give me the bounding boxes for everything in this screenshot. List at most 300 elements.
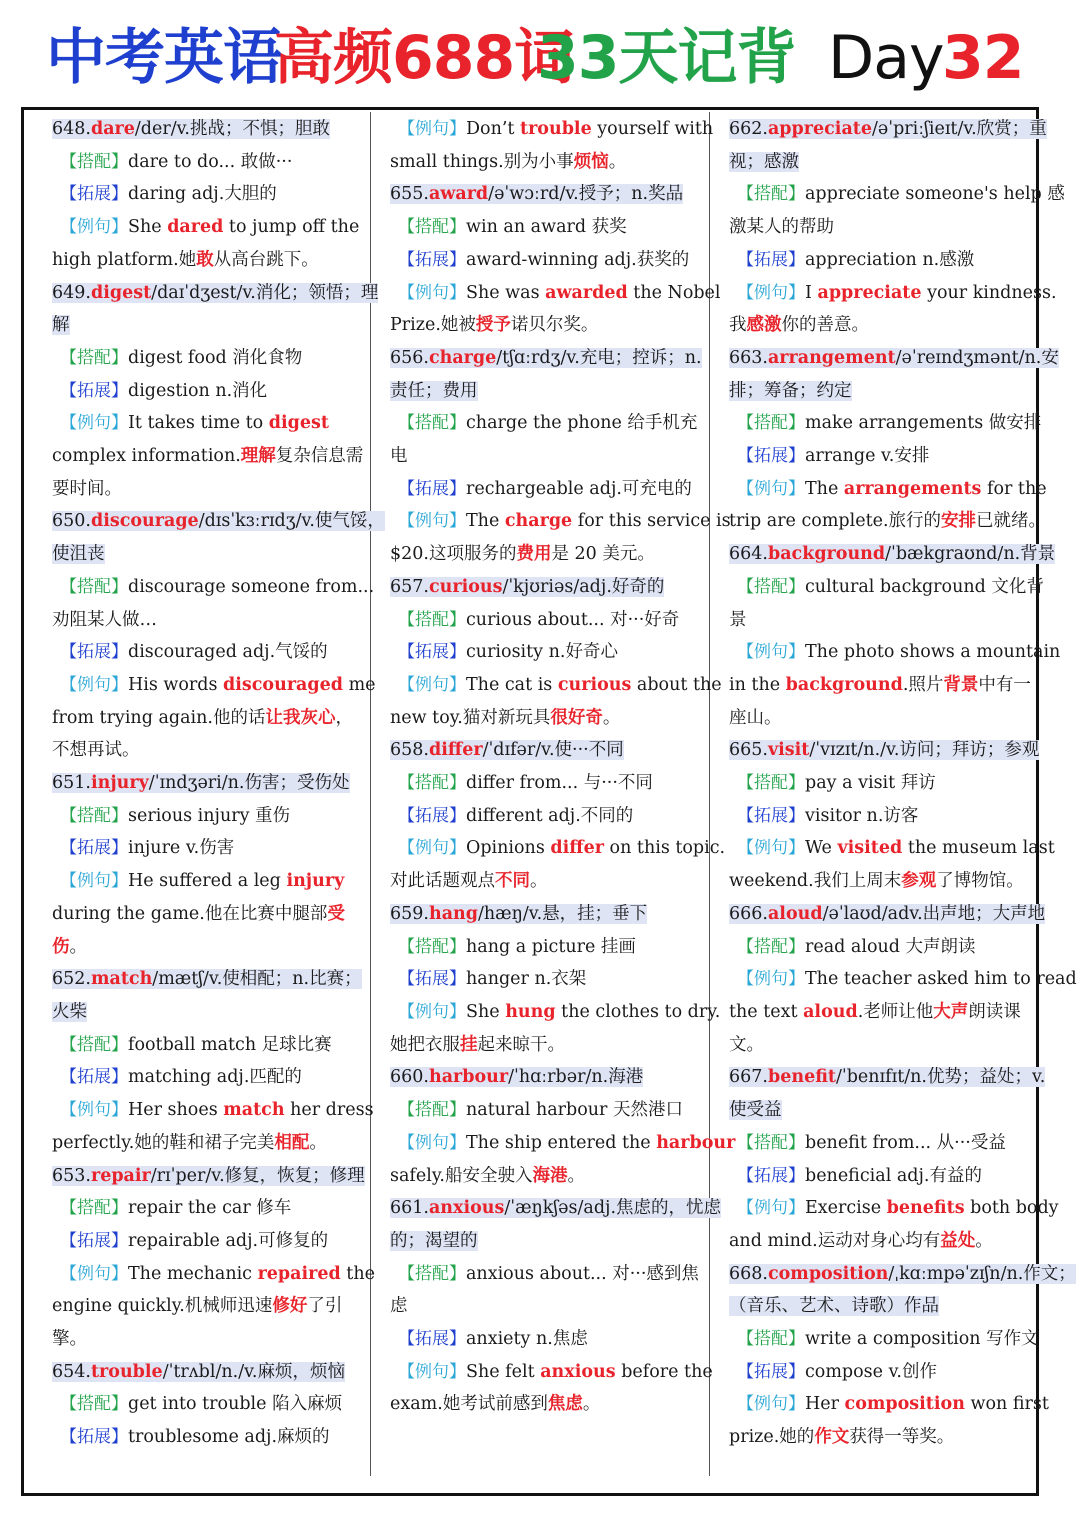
word-heading-block xyxy=(390,1067,643,1087)
continued-line xyxy=(52,898,362,931)
word-heading-continued xyxy=(52,538,362,571)
text-segment: 虑 xyxy=(390,1296,408,1317)
word-definition: 解 xyxy=(52,315,70,336)
headword: repair xyxy=(90,1165,151,1186)
section-tag: 【例句】 xyxy=(398,511,466,532)
highlight-word: match xyxy=(223,1100,285,1121)
text-segment: perfectly.她的鞋和裙子完美 xyxy=(52,1132,275,1153)
section-text: anxiety n.焦虑 xyxy=(466,1329,588,1350)
word-number: 662. xyxy=(729,119,768,139)
entry-line xyxy=(390,505,731,538)
text-segment: safely.船安全驶入 xyxy=(390,1165,533,1186)
text-segment: the clothes to dry. xyxy=(555,1001,721,1022)
word-definition: /ˈvɪzɪt/n./v.访问；拜访；参观 xyxy=(809,740,1040,761)
text-segment: The cat is xyxy=(466,674,558,695)
word-heading-block xyxy=(729,119,1047,139)
highlight-word: background xyxy=(785,674,903,695)
entry-line xyxy=(729,1356,1035,1389)
section-text: repairable adj.可修复的 xyxy=(128,1230,329,1251)
continued-line xyxy=(52,604,362,637)
section-tag: 【例句】 xyxy=(737,969,805,990)
section-tag: 【例句】 xyxy=(737,838,805,859)
entry-line xyxy=(52,1388,362,1421)
section-text: benefit from... 从···受益 xyxy=(805,1132,1006,1153)
word-number: 657. xyxy=(390,576,429,597)
headword: visit xyxy=(767,740,810,761)
section-tag: 【例句】 xyxy=(737,282,805,303)
day-number: 32 xyxy=(942,23,1024,93)
section-text: read aloud 大声朗读 xyxy=(805,936,976,957)
text-segment: The xyxy=(466,511,505,532)
section-tag: 【拓展】 xyxy=(398,969,466,990)
continued-line xyxy=(52,734,362,767)
section-tag: 【搭配】 xyxy=(737,936,805,957)
highlight-word: visited xyxy=(837,838,903,859)
text-segment: Her xyxy=(805,1394,845,1415)
entry-line xyxy=(52,832,362,865)
section-tag: 【拓展】 xyxy=(60,1230,128,1251)
word-heading-block xyxy=(390,1198,721,1218)
highlight-word: repaired xyxy=(257,1263,341,1284)
entry-line xyxy=(52,146,362,179)
headword: anxious xyxy=(428,1198,505,1219)
section-text: natural harbour 天然港口 xyxy=(466,1100,683,1121)
entry-line xyxy=(729,1127,1035,1160)
section-text: anxious about... 对···感到焦 xyxy=(466,1263,699,1284)
highlight-word: dared xyxy=(167,217,224,238)
entry-line xyxy=(390,800,702,833)
text-segment: 。 xyxy=(309,1132,327,1153)
text-segment: on this topic. xyxy=(603,838,726,859)
text-segment: .照片 xyxy=(902,674,944,695)
section-tag: 【拓展】 xyxy=(398,249,466,270)
day-label: Day xyxy=(828,23,944,93)
entry-line xyxy=(729,277,1057,310)
word-heading-block xyxy=(390,904,647,924)
section-tag: 【拓展】 xyxy=(60,642,128,663)
section-text: get into trouble 陷入麻烦 xyxy=(128,1394,343,1415)
text-segment: ， xyxy=(335,707,353,728)
section-text: daring adj.大胆的 xyxy=(128,184,277,205)
word-heading xyxy=(390,1192,722,1225)
highlight-word: 益处 xyxy=(940,1230,976,1251)
text-segment: yourself with xyxy=(591,119,714,139)
highlight-word: digest xyxy=(268,413,329,434)
continued-line xyxy=(52,931,362,964)
continued-line xyxy=(52,1127,362,1160)
word-number: 654. xyxy=(52,1361,91,1382)
word-heading xyxy=(729,1061,1046,1094)
continued-line xyxy=(52,1323,362,1356)
word-heading xyxy=(52,963,362,996)
entry-line xyxy=(729,767,1035,800)
entry-line xyxy=(729,1388,1049,1421)
continued-line xyxy=(52,1290,362,1323)
headword: charge xyxy=(428,347,497,368)
section-tag: 【例句】 xyxy=(398,838,466,859)
text-segment: 劝阻某人做… xyxy=(52,609,157,630)
section-text: discourage someone from... xyxy=(128,576,375,597)
section-tag: 【例句】 xyxy=(737,642,805,663)
text-segment: Don’t xyxy=(466,119,520,139)
section-tag: 【拓展】 xyxy=(737,805,805,826)
text-segment: 我 xyxy=(729,315,747,336)
highlight-word: anxious xyxy=(540,1361,616,1382)
entry-line xyxy=(52,407,362,440)
section-tag: 【例句】 xyxy=(60,1263,128,1284)
text-segment: The ship entered the xyxy=(466,1132,657,1153)
headword: benefit xyxy=(767,1067,837,1088)
word-definition: /əˈlaʊd/adv.出声地；大声地 xyxy=(822,903,1046,924)
section-tag: 【搭配】 xyxy=(737,576,805,597)
section-tag: 【例句】 xyxy=(60,217,128,238)
word-heading-continued xyxy=(729,1290,1035,1323)
text-segment: exam.她考试前感到 xyxy=(390,1394,548,1415)
continued-line xyxy=(52,244,362,277)
entry-line xyxy=(390,277,721,310)
text-segment: The mechanic xyxy=(128,1263,258,1284)
text-segment: 电 xyxy=(390,446,408,467)
word-definition: /ˈbækgraʊnd/n.背景 xyxy=(885,544,1056,565)
text-segment: 是 20 美元。 xyxy=(551,544,655,565)
word-heading xyxy=(729,734,1040,767)
continued-line xyxy=(390,1029,702,1062)
entry-line xyxy=(729,1323,1039,1356)
section-text: arrange v.安排 xyxy=(805,446,930,467)
section-tag: 【拓展】 xyxy=(737,1361,805,1382)
word-heading-block xyxy=(390,184,683,204)
highlight-word: charge xyxy=(504,511,573,532)
word-heading-continued xyxy=(729,146,1035,179)
section-text: football match 足球比赛 xyxy=(128,1034,332,1055)
text-segment: I xyxy=(805,282,818,303)
section-tag: 【搭配】 xyxy=(737,1329,805,1350)
text-segment: 朗读课 xyxy=(968,1001,1021,1022)
section-tag: 【拓展】 xyxy=(60,184,128,205)
word-heading xyxy=(729,898,1046,931)
section-text: dare to do... 敢做··· xyxy=(128,151,293,172)
text-segment: for this service is xyxy=(572,511,731,532)
section-text: troublesome adj.麻烦的 xyxy=(128,1427,330,1448)
word-heading-block xyxy=(390,577,664,597)
word-heading-block xyxy=(390,348,702,368)
entry-line xyxy=(52,1192,362,1225)
word-number: 660. xyxy=(390,1067,429,1088)
entry-line xyxy=(52,1258,375,1291)
highlight-word: 相配 xyxy=(274,1132,310,1153)
word-heading-block xyxy=(729,348,1059,368)
section-tag: 【搭配】 xyxy=(60,1394,128,1415)
section-tag: 【搭配】 xyxy=(60,576,128,597)
section-tag: 【搭配】 xyxy=(398,413,466,434)
text-segment: about the xyxy=(631,674,722,695)
headword: appreciate xyxy=(767,119,872,139)
headword: match xyxy=(90,969,153,990)
page-title xyxy=(0,0,1080,104)
entry-line xyxy=(390,767,702,800)
entry-line xyxy=(52,865,362,898)
highlight-word: discouraged xyxy=(223,674,343,695)
text-segment: 中有一 xyxy=(978,674,1031,695)
section-tag: 【拓展】 xyxy=(398,642,466,663)
entry-line xyxy=(390,407,702,440)
word-number: 652. xyxy=(52,969,91,990)
word-heading xyxy=(52,113,362,146)
word-definition: /ˈhɑːrbər/n.海港 xyxy=(508,1067,644,1088)
continued-line xyxy=(729,996,1035,1029)
word-definition: /ˈtrʌbl/n./v.麻烦，烦恼 xyxy=(162,1361,345,1382)
entry-line xyxy=(390,636,702,669)
text-segment: 获得一等奖。 xyxy=(849,1427,955,1448)
headword: hang xyxy=(428,903,478,924)
text-segment: and mind.运动对身心均有 xyxy=(729,1230,941,1251)
section-text: serious injury 重伤 xyxy=(128,805,291,826)
text-segment: 。 xyxy=(69,936,87,957)
continued-line xyxy=(390,146,702,179)
section-tag: 【例句】 xyxy=(398,282,466,303)
text-segment: Opinions xyxy=(466,838,551,859)
highlight-word: 安排 xyxy=(941,511,977,532)
word-column-1 xyxy=(52,113,385,1454)
continued-line xyxy=(729,505,1047,538)
title-part-1: 中考英语 xyxy=(46,23,282,93)
highlight-word: 参观 xyxy=(901,871,937,892)
text-segment: the museum last xyxy=(902,838,1055,859)
entry-line xyxy=(52,375,362,408)
highlight-word: curious xyxy=(557,674,632,695)
highlight-word: 受 xyxy=(327,903,345,924)
headword: composition xyxy=(767,1263,889,1284)
word-definition: /əˈreɪndʒmənt/n.安 xyxy=(895,347,1059,368)
section-tag: 【例句】 xyxy=(398,1361,466,1382)
highlight-word: aloud xyxy=(803,1001,858,1022)
highlight-word: 背景 xyxy=(943,674,979,695)
text-segment: 已就绪。 xyxy=(976,511,1047,532)
text-segment: during the game.他在比赛中腿部 xyxy=(52,903,328,924)
headword: harbour xyxy=(428,1067,509,1088)
highlight-word: 大声 xyxy=(933,1001,969,1022)
section-tag: 【搭配】 xyxy=(737,1132,805,1153)
section-text: charge the phone 给手机充 xyxy=(466,413,698,434)
section-tag: 【例句】 xyxy=(398,119,466,139)
word-definition: 使受益 xyxy=(729,1100,782,1121)
word-column-2 xyxy=(390,113,736,1421)
continued-line xyxy=(729,1225,1035,1258)
text-segment: the xyxy=(340,1263,375,1284)
word-definition: /dɪsˈkɜːrɪdʒ/v.使气馁， xyxy=(198,511,385,532)
word-number: 650. xyxy=(52,511,91,532)
word-definition: /hæŋ/v.悬，挂；垂下 xyxy=(478,903,648,924)
section-tag: 【例句】 xyxy=(398,674,466,695)
word-definition: /mætʃ/v.使相配；n.比赛； xyxy=(152,969,362,990)
text-segment: It takes time to xyxy=(128,413,269,434)
text-segment: Her shoes xyxy=(128,1100,224,1121)
word-definition: 火柴 xyxy=(52,1001,87,1022)
section-text: injure v.伤害 xyxy=(128,838,235,859)
word-number: 651. xyxy=(52,773,91,794)
text-segment: His words xyxy=(128,674,224,695)
word-heading xyxy=(390,898,702,931)
word-definition: /əˈpriːʃieɪt/v.欣赏；重 xyxy=(872,119,1047,139)
word-number: 666. xyxy=(729,903,768,924)
continued-line xyxy=(729,1421,1035,1454)
word-heading-continued xyxy=(52,309,362,342)
highlight-word: 焦虑 xyxy=(547,1394,583,1415)
word-heading-block xyxy=(52,773,350,793)
section-text: make arrangements 做安排 xyxy=(805,413,1042,434)
section-tag: 【搭配】 xyxy=(398,1263,466,1284)
section-text: digestion n.消化 xyxy=(128,380,268,401)
text-segment: 起来晾干。 xyxy=(477,1034,565,1055)
continued-line xyxy=(390,440,702,473)
text-segment: engine quickly.机械师迅速 xyxy=(52,1296,273,1317)
text-segment: prize.她的 xyxy=(729,1427,815,1448)
text-segment: me xyxy=(343,674,376,695)
text-segment: from trying again.他的话 xyxy=(52,707,266,728)
entry-line xyxy=(729,636,1061,669)
continued-line xyxy=(729,702,1035,735)
highlight-word: appreciate xyxy=(817,282,922,303)
highlight-word: benefits xyxy=(886,1198,965,1219)
entry-line xyxy=(390,996,721,1029)
word-heading-block xyxy=(52,1362,345,1382)
highlight-word: 海港 xyxy=(532,1165,568,1186)
entry-line xyxy=(729,571,1044,604)
section-text: matching adj.匹配的 xyxy=(128,1067,302,1088)
entry-line xyxy=(390,1127,736,1160)
text-segment: 。 xyxy=(530,871,548,892)
text-segment: Prize.她被 xyxy=(390,315,476,336)
section-tag: 【搭配】 xyxy=(398,1100,466,1121)
entry-line xyxy=(729,931,1035,964)
text-segment: both body xyxy=(964,1198,1059,1219)
highlight-word: 修好 xyxy=(272,1296,308,1317)
continued-line xyxy=(729,669,1035,702)
section-text: win an award 获奖 xyxy=(466,217,627,238)
word-heading-continued xyxy=(52,996,362,1029)
text-segment: new toy.猫对新玩具 xyxy=(390,707,551,728)
word-number: 648. xyxy=(52,119,91,139)
section-tag: 【搭配】 xyxy=(737,413,805,434)
section-tag: 【拓展】 xyxy=(60,1067,128,1088)
section-tag: 【拓展】 xyxy=(398,1329,466,1350)
text-segment: She was xyxy=(466,282,546,303)
headword: arrangement xyxy=(767,347,896,368)
text-segment: high platform.她 xyxy=(52,249,197,270)
entry-line xyxy=(390,1323,702,1356)
section-text: curiosity n.好奇心 xyxy=(466,642,618,663)
section-tag: 【搭配】 xyxy=(398,936,466,957)
entry-line xyxy=(729,1160,1035,1193)
entry-line xyxy=(390,669,722,702)
text-segment: the Nobel xyxy=(627,282,721,303)
highlight-word: 敢 xyxy=(196,249,214,270)
entry-line xyxy=(729,244,1035,277)
highlight-word: 不同 xyxy=(495,871,530,892)
continued-line xyxy=(390,538,702,571)
word-heading-block xyxy=(52,283,378,303)
section-tag: 【例句】 xyxy=(398,1001,466,1022)
section-tag: 【拓展】 xyxy=(737,1165,805,1186)
text-segment: The photo shows a mountain xyxy=(805,642,1061,663)
entry-line xyxy=(52,669,376,702)
word-number: 655. xyxy=(390,184,429,205)
continued-line xyxy=(390,1290,702,1323)
word-number: 653. xyxy=(52,1165,91,1186)
continued-line xyxy=(729,309,1035,342)
text-segment: 。 xyxy=(567,1165,585,1186)
word-heading-block xyxy=(52,119,330,139)
text-segment: 要时间。 xyxy=(52,478,122,499)
text-segment: 激某人的帮助 xyxy=(729,217,834,238)
headword: background xyxy=(767,544,886,565)
text-segment: 她把衣服 xyxy=(390,1034,460,1055)
word-number: 664. xyxy=(729,544,768,565)
word-definition: /əˈwɔːrd/v.授予；n.奖品 xyxy=(488,184,684,205)
entry-line xyxy=(729,963,1077,996)
entry-line xyxy=(729,832,1055,865)
text-segment: She felt xyxy=(466,1361,541,1382)
entry-line xyxy=(52,1421,362,1454)
word-definition: /ˈɪndʒəri/n.伤害；受伤处 xyxy=(148,773,350,794)
section-tag: 【例句】 xyxy=(60,1100,128,1121)
section-tag: 【搭配】 xyxy=(60,1198,128,1219)
entry-line xyxy=(390,1356,713,1389)
highlight-word: 挂 xyxy=(460,1034,478,1055)
continued-line xyxy=(52,702,362,735)
highlight-word: 很好奇 xyxy=(550,707,603,728)
section-tag: 【例句】 xyxy=(60,674,128,695)
text-segment: to jump off the xyxy=(223,217,360,238)
word-heading xyxy=(390,342,702,375)
text-segment: The teacher asked him to read xyxy=(805,969,1077,990)
text-segment: the text xyxy=(729,1001,804,1022)
continued-line xyxy=(390,1160,702,1193)
highlight-word: composition xyxy=(844,1394,965,1415)
text-segment: He suffered a leg xyxy=(128,871,287,892)
section-tag: 【拓展】 xyxy=(60,1427,128,1448)
entry-line xyxy=(52,571,375,604)
section-text: curious about... 对···好奇 xyxy=(466,609,680,630)
word-heading-block xyxy=(729,544,1055,564)
text-segment: 不想再试。 xyxy=(52,740,140,761)
highlight-word: awarded xyxy=(545,282,628,303)
entry-line xyxy=(390,244,702,277)
word-heading-continued xyxy=(729,1094,1035,1127)
title-part-2: 高频688词 xyxy=(274,23,574,93)
entry-line xyxy=(390,832,726,865)
continued-line xyxy=(390,865,702,898)
continued-line xyxy=(729,1029,1035,1062)
word-heading xyxy=(390,734,702,767)
entry-line xyxy=(390,211,702,244)
section-tag: 【搭配】 xyxy=(737,773,805,794)
text-segment: We xyxy=(805,838,838,859)
highlight-word: hung xyxy=(505,1001,556,1022)
title-part-3: 33天记背 xyxy=(537,23,796,93)
entry-line xyxy=(52,342,362,375)
section-tag: 【例句】 xyxy=(737,1394,805,1415)
section-text: compose v.创作 xyxy=(805,1361,937,1382)
highlight-word: harbour xyxy=(656,1132,736,1153)
section-text: beneficial adj.有益的 xyxy=(805,1165,982,1186)
entry-line xyxy=(729,178,1065,211)
text-segment: 。 xyxy=(602,707,621,728)
word-heading xyxy=(52,1160,365,1193)
section-text: repair the car 修车 xyxy=(128,1198,292,1219)
text-segment: 了引 xyxy=(307,1296,343,1317)
section-tag: 【搭配】 xyxy=(398,217,466,238)
